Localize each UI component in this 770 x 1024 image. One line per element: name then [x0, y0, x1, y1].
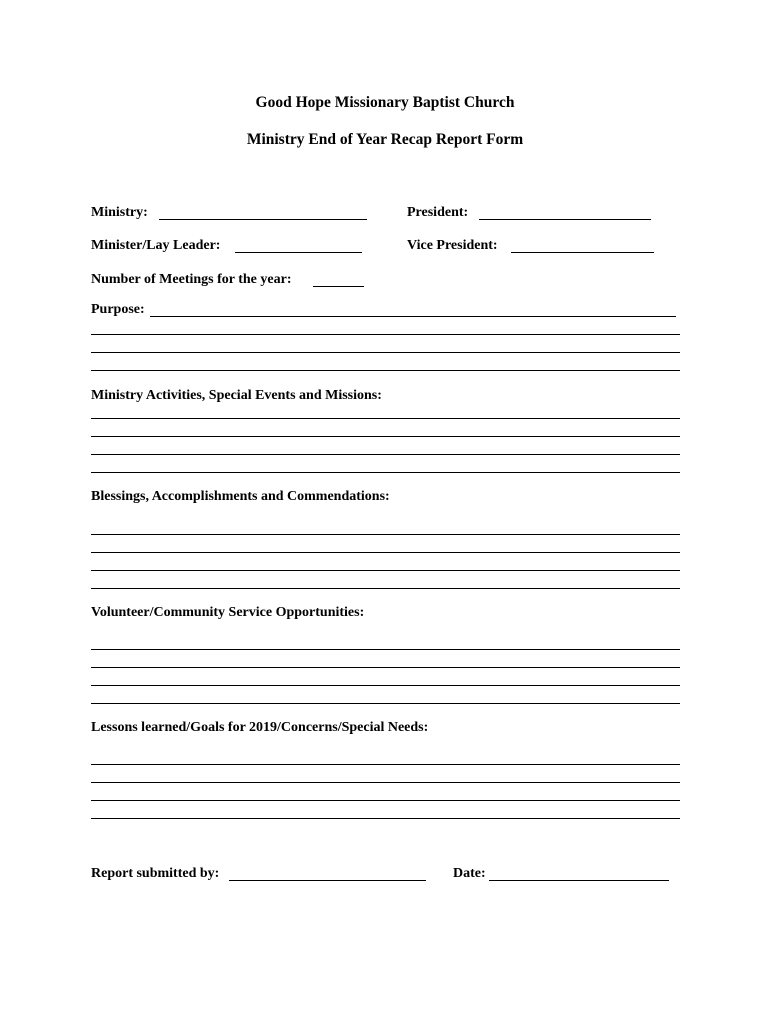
- submitted-label: Report submitted by:: [91, 866, 220, 881]
- vice-president-field[interactable]: [511, 252, 654, 253]
- vice-president-label: Vice President:: [407, 238, 498, 253]
- blessings-line[interactable]: [91, 552, 680, 553]
- activities-line[interactable]: [91, 436, 680, 437]
- activities-line[interactable]: [91, 472, 680, 473]
- ministry-field[interactable]: [159, 219, 367, 220]
- lessons-line[interactable]: [91, 800, 680, 801]
- form-title: Ministry End of Year Recap Report Form: [246, 131, 524, 148]
- submitted-field[interactable]: [229, 880, 426, 881]
- meetings-field[interactable]: [313, 286, 364, 287]
- leader-field[interactable]: [235, 252, 362, 253]
- meetings-label: Number of Meetings for the year:: [91, 272, 292, 287]
- purpose-label: Purpose:: [91, 302, 145, 317]
- president-label: President:: [407, 205, 469, 220]
- date-field[interactable]: [489, 880, 669, 881]
- lessons-line[interactable]: [91, 764, 680, 765]
- volunteer-line[interactable]: [91, 685, 680, 686]
- lessons-line[interactable]: [91, 782, 680, 783]
- date-label: Date:: [453, 866, 486, 881]
- purpose-line[interactable]: [91, 334, 680, 335]
- blessings-line[interactable]: [91, 588, 680, 589]
- volunteer-line[interactable]: [91, 667, 680, 668]
- volunteer-line[interactable]: [91, 649, 680, 650]
- lessons-label: Lessons learned/Goals for 2019/Concerns/Special Needs:: [91, 720, 429, 735]
- ministry-label: Ministry:: [91, 205, 148, 220]
- leader-label: Minister/Lay Leader:: [91, 238, 221, 253]
- volunteer-line[interactable]: [91, 703, 680, 704]
- blessings-line[interactable]: [91, 534, 680, 535]
- president-field[interactable]: [479, 219, 651, 220]
- activities-line[interactable]: [91, 418, 680, 419]
- blessings-label: Blessings, Accomplishments and Commendations:: [91, 489, 390, 504]
- church-name: Good Hope Missionary Baptist Church: [255, 94, 515, 111]
- purpose-line[interactable]: [91, 352, 680, 353]
- purpose-line[interactable]: [91, 370, 680, 371]
- volunteer-label: Volunteer/Community Service Opportunities:: [91, 605, 365, 620]
- purpose-field[interactable]: [150, 316, 676, 317]
- lessons-line[interactable]: [91, 818, 680, 819]
- blessings-line[interactable]: [91, 570, 680, 571]
- activities-line[interactable]: [91, 454, 680, 455]
- activities-label: Ministry Activities, Special Events and Missions:: [91, 388, 382, 403]
